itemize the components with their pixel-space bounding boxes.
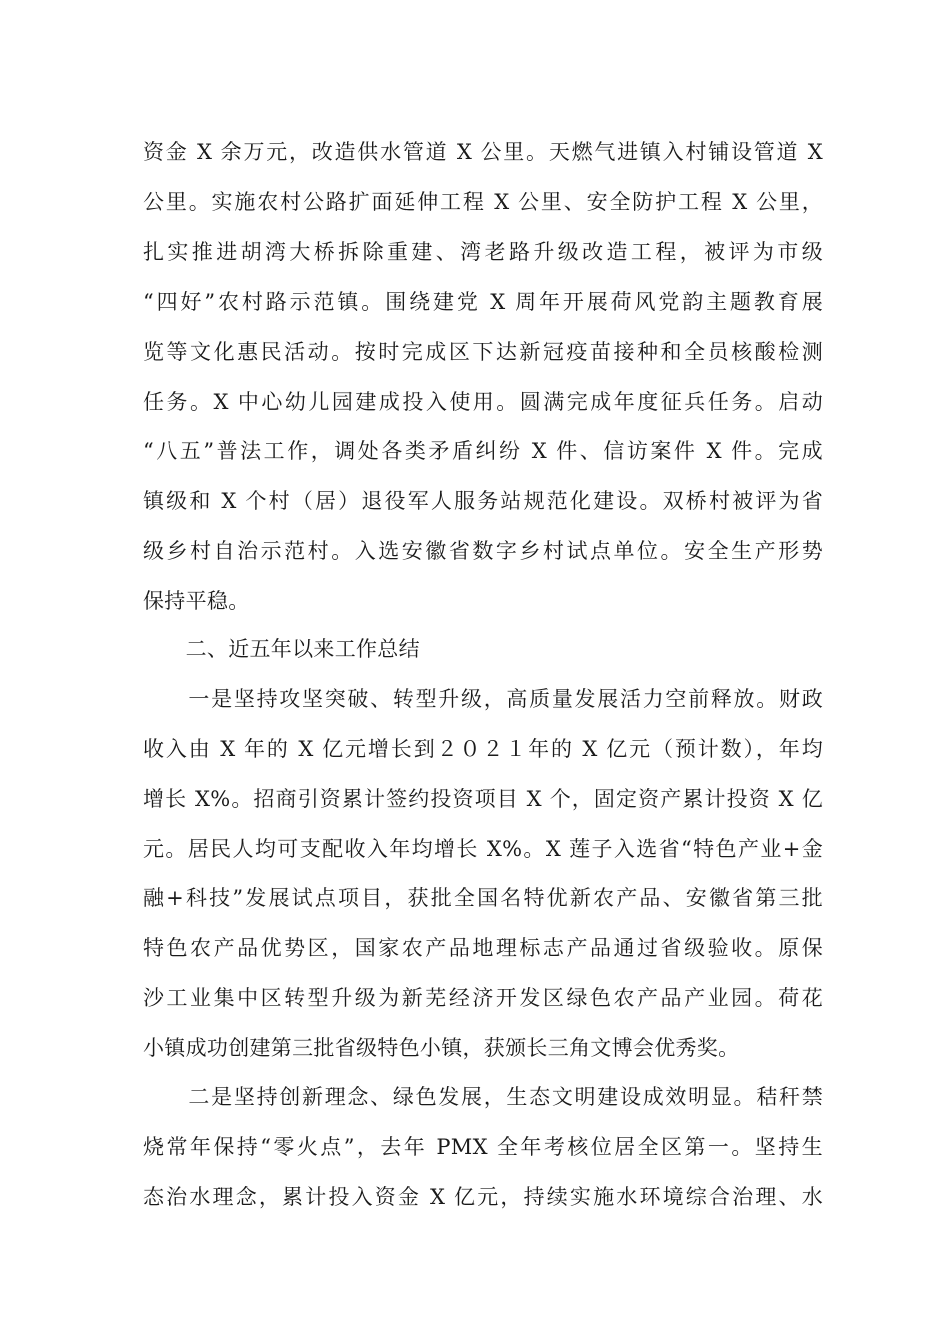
text-line: 保持平稳。 (143, 589, 250, 613)
text-line: 公里。实施农村公路扩面延伸工程 X 公里、安全防护工程 X 公里， (143, 190, 823, 214)
text-line: 级乡村自治示范村。入选安徽省数字乡村试点单位。安全生产形势 (143, 539, 823, 563)
text-line: “四好”农村路示范镇。围绕建党 X 周年开展荷风党韵主题教育展 (143, 290, 823, 314)
text-line: 融+科技”发展试点项目，获批全国名特优新农产品、安徽省第三批 (143, 886, 823, 910)
text-line: “八五”普法工作，调处各类矛盾纠纷 X 件、信访案件 X 件。完成 (143, 439, 823, 463)
text-line: 态治水理念，累计投入资金 X 亿元，持续实施水环境综合治理、水 (143, 1185, 823, 1209)
text-line: 扎实推进胡湾大桥拆除重建、湾老路升级改造工程，被评为市级 (143, 240, 823, 264)
text-line: 元。居民人均可支配收入年均增长 X%。X 莲子入选省“特色产业+金 (143, 837, 823, 861)
section-heading: 二、近五年以来工作总结 (143, 637, 420, 661)
text-line: 二是坚持创新理念、绿色发展，生态文明建设成效明显。秸秆禁 (143, 1085, 823, 1109)
text-line: 沙工业集中区转型升级为新芜经济开发区绿色农产品产业园。荷花 (143, 986, 823, 1010)
text-line: 增长 X%。招商引资累计签约投资项目 X 个，固定资产累计投资 X 亿 (143, 787, 823, 811)
text-line: 资金 X 余万元，改造供水管道 X 公里。天燃气进镇入村铺设管道 X (143, 140, 823, 164)
text-line: 一是坚持攻坚突破、转型升级，高质量发展活力空前释放。财政 (143, 687, 823, 711)
text-line: 览等文化惠民活动。按时完成区下达新冠疫苗接种和全员核酸检测 (143, 340, 823, 364)
text-line: 小镇成功创建第三批省级特色小镇，获颁长三角文博会优秀奖。 (143, 1036, 740, 1060)
text-line: 镇级和 X 个村（居）退役军人服务站规范化建设。双桥村被评为省 (143, 489, 823, 513)
text-line: 收入由 X 年的 X 亿元增长到２０２１年的 X 亿元（预计数），年均 (143, 737, 823, 761)
text-line: 任务。X 中心幼儿园建成投入使用。圆满完成年度征兵任务。启动 (143, 390, 823, 414)
text-line: 烧常年保持“零火点”，去年 PMX 全年考核位居全区第一。坚持生 (143, 1135, 823, 1159)
text-line: 特色农产品优势区，国家农产品地理标志产品通过省级验收。原保 (143, 936, 823, 960)
